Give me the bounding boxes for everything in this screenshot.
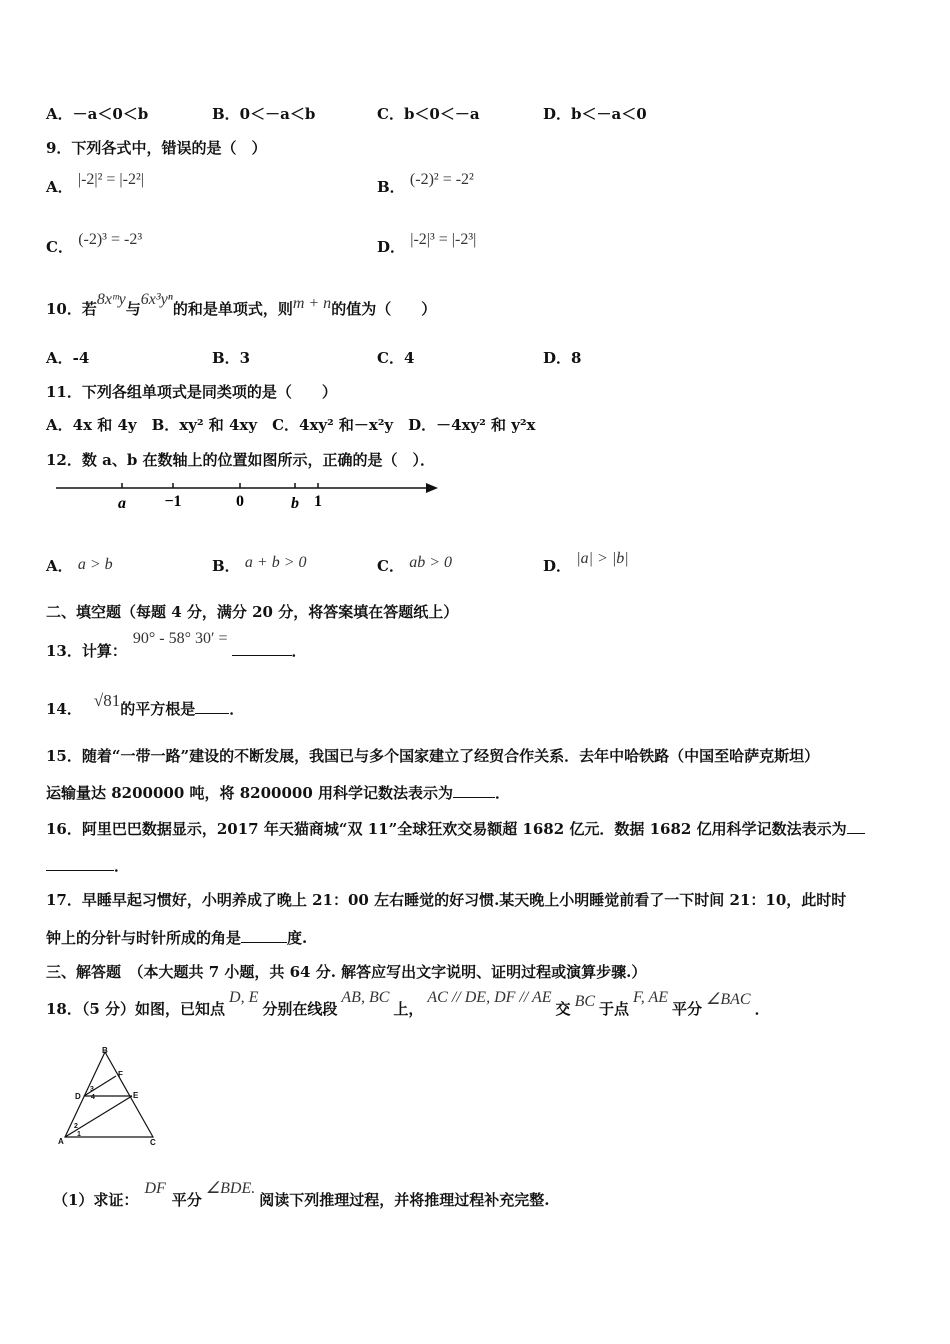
q9-c-expr: (-2)³ = -2³ <box>78 231 143 248</box>
q10-num: 10．若 <box>46 300 97 318</box>
q18-e3: AC // DE, DF // AE <box>427 989 552 1006</box>
q12-c-expr: ab > 0 <box>409 554 452 571</box>
q15-end: ． <box>495 784 511 802</box>
q17-answer-blank <box>241 928 287 943</box>
q13-answer-blank <box>232 641 292 656</box>
q13 <box>46 630 307 661</box>
q8-option-d: D．b＜－a＜0 <box>543 105 647 123</box>
number-line-figure <box>50 474 450 514</box>
angle-1: 1 <box>77 1131 81 1138</box>
q16-line1 <box>46 818 865 839</box>
q9-d-expr: |-2|³ = |-2³| <box>410 231 477 248</box>
q18-e6: ∠BAC <box>706 991 751 1008</box>
number-line-arrow <box>426 483 438 493</box>
q9-option-b <box>377 171 474 197</box>
q10-expr1: 8xᵐy <box>96 291 126 308</box>
q15-line2-text: 运输量达 8200000 吨，将 8200000 用科学记数法表示为 <box>46 784 454 802</box>
q14 <box>46 691 245 719</box>
q17-end: 度. <box>287 929 308 947</box>
q18-t7: ． <box>754 1000 770 1018</box>
angle-4: 4 <box>91 1094 95 1101</box>
q14-answer-blank <box>195 699 229 714</box>
axis-label-a: a <box>118 495 126 512</box>
label-b: B <box>102 1046 108 1055</box>
q18-e2: AB, BC <box>341 989 390 1006</box>
q12-a-label: A． <box>46 557 73 575</box>
q18-sub1-e2: ∠BDE. <box>205 1180 256 1197</box>
q12-option-d <box>543 550 629 576</box>
q10-option-b: B．3 <box>212 349 251 367</box>
q12-b-label: B． <box>212 557 240 575</box>
q12-a-expr: a > b <box>77 556 113 573</box>
q14-text: 的平方根是 <box>120 700 196 718</box>
q9-a-label: A． <box>46 178 73 196</box>
q17-line2 <box>46 927 307 948</box>
label-c: C <box>150 1138 156 1146</box>
q12-stem: 12．数 a、b 在数轴上的位置如图所示，正确的是（ ）． <box>46 451 436 469</box>
q16-line2 <box>46 855 129 876</box>
q13-end: ． <box>291 642 307 660</box>
q9-c-label: C． <box>46 238 73 256</box>
q18-t1: 18．（5 分）如图，已知点 <box>46 1000 226 1018</box>
q18-sub1-t1: （1）求证： <box>53 1191 139 1209</box>
q9-option-c <box>46 231 143 257</box>
angle-2: 2 <box>74 1123 78 1130</box>
q10-option-c: C．4 <box>377 349 415 367</box>
q10-option-d: D．8 <box>543 349 582 367</box>
q10-stem <box>46 291 437 319</box>
q9-option-d <box>377 231 477 257</box>
q18-e1: D, E <box>229 989 259 1006</box>
q18-e4: BC <box>574 993 596 1010</box>
axis-label-b: b <box>291 495 299 512</box>
section-3-heading: 三、解答题 （本大题共 7 小题，共 64 分. 解答应写出文字说明、证明过程或演算步骤.） <box>46 963 647 981</box>
q10-expr2: 6x³yⁿ <box>140 291 173 308</box>
q17-line1: 17．早睡早起习惯好，小明养成了晚上 21：00 左右睡觉的好习惯.某天晚上小明睡觉前看了一下时间 21：10，此时时 <box>46 891 847 909</box>
q18-stem <box>46 989 770 1019</box>
q11-options: A．4x 和 4y B．xy² 和 4xy C．4xy² 和－x²y D．－4xy² 和 y²x <box>46 416 536 434</box>
q13-num: 13．计算： <box>46 642 127 660</box>
q12-d-label: D． <box>543 557 572 575</box>
axis-label-neg1: −1 <box>164 493 182 510</box>
q14-num: 14． <box>46 700 82 718</box>
q16-line1-text: 16．阿里巴巴数据显示，2017 年天猫商城“双 11”全球狂欢交易额超 1682 亿元．数据 1682 亿用科学记数法表示为 <box>46 820 847 838</box>
q18-t6: 平分 <box>672 1000 703 1018</box>
q18-t4: 交 <box>555 1000 571 1018</box>
section-2-heading: 二、填空题（每题 4 分，满分 20 分，将答案填在答题纸上） <box>46 603 459 621</box>
q15-line2 <box>46 782 510 803</box>
q8-option-b: B．0＜－a＜b <box>212 105 316 123</box>
q11-stem: 11．下列各组单项式是同类项的是（ ） <box>46 383 337 401</box>
axis-label-1: 1 <box>314 493 322 510</box>
q17-line2-text: 钟上的分针与时针所成的角是 <box>46 929 242 947</box>
q10-expr3: m + n <box>292 295 332 312</box>
q13-expr: 90° - 58° 30′ = <box>132 630 228 647</box>
q8-option-c: C．b＜0＜－a <box>377 105 480 123</box>
axis-label-0: 0 <box>236 493 244 510</box>
q9-a-expr: |-2|² = |-2²| <box>77 171 144 188</box>
q10-text2: 的和是单项式，则 <box>172 300 293 318</box>
q18-sub1 <box>53 1180 550 1210</box>
q10-option-a: A．-4 <box>46 349 90 367</box>
q9-b-label: B． <box>377 178 405 196</box>
q12-option-b <box>212 555 307 576</box>
angle-3: 3 <box>90 1086 94 1093</box>
q10-text3: 的值为（ ） <box>331 300 437 318</box>
q16-end: ． <box>114 857 130 875</box>
q14-end: ． <box>229 700 245 718</box>
q10-mid: 与 <box>125 300 141 318</box>
label-d: D <box>75 1092 81 1101</box>
triangle-figure <box>55 1046 165 1146</box>
label-e: E <box>133 1091 139 1100</box>
q16-answer-blank-b <box>46 856 114 871</box>
q9-d-label: D． <box>377 238 406 256</box>
label-f: F <box>118 1070 123 1079</box>
q12-b-expr: a + b > 0 <box>244 554 307 571</box>
q16-answer-blank-a <box>847 819 865 834</box>
q9-option-a <box>46 171 144 197</box>
q18-t3: 上， <box>393 1000 424 1018</box>
q18-sub1-t2: 平分 <box>171 1191 202 1209</box>
q18-t2: 分别在线段 <box>262 1000 338 1018</box>
q9-b-expr: (-2)² = -2² <box>409 171 474 188</box>
q18-sub1-t3: 阅读下列推理过程，并将推理过程补充完整. <box>259 1191 550 1209</box>
q9-stem: 9．下列各式中，错误的是（ ） <box>46 139 267 157</box>
q15-line1: 15．随着“一带一路”建设的不断发展，我国已与多个国家建立了经贸合作关系．去年中哈铁路（中国至哈萨克斯坦） <box>46 747 820 765</box>
label-a: A <box>58 1137 64 1146</box>
q12-d-expr: |a| > |b| <box>576 550 629 567</box>
q12-option-a <box>46 555 113 576</box>
q18-t5: 于点 <box>599 1000 630 1018</box>
q18-sub1-e1: DF <box>144 1180 166 1197</box>
q14-expr: √81 <box>93 691 121 710</box>
q8-option-a: A．－a＜0＜b <box>46 105 149 123</box>
q18-e5: F, AE <box>633 989 668 1006</box>
q12-c-label: C． <box>377 557 404 575</box>
q12-option-c <box>377 555 452 576</box>
q15-answer-blank <box>453 783 495 798</box>
